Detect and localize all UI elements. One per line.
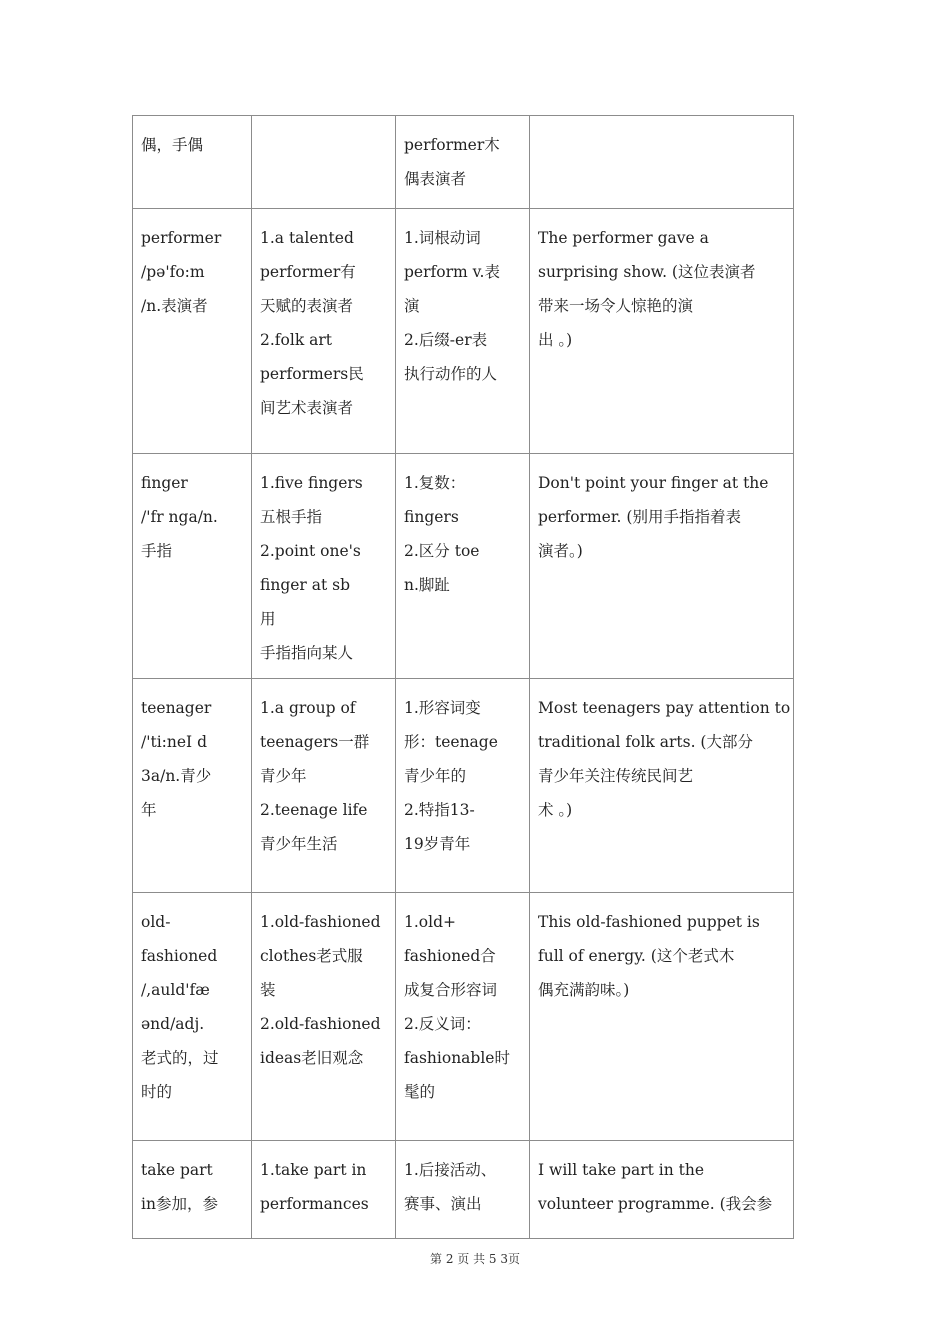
phrases-line: performers民 [260, 365, 364, 383]
phrases-line: ideas老旧观念 [260, 1049, 364, 1067]
notes-cell [396, 454, 530, 679]
phrases-line: 1.old-fashioned [260, 913, 381, 931]
table-row [133, 454, 794, 679]
word-line: ənd/adj. [141, 1015, 205, 1033]
example-line: performer. (别用手指指着表 [538, 508, 741, 526]
example-line: The performer gave a [538, 229, 709, 247]
example-line: Don't point your finger at the [538, 474, 769, 492]
notes-cell [396, 679, 530, 893]
notes-line: performer木 [404, 136, 500, 154]
word-line: performer [141, 229, 222, 247]
example-line: I will take part in the [538, 1161, 705, 1179]
example-cell [530, 116, 794, 209]
notes-line: 赛事、演出 [404, 1195, 482, 1213]
notes-line: 执行动作的人 [404, 365, 498, 383]
phrases-line: 间艺术表演者 [260, 399, 354, 417]
word-line: finger [141, 474, 188, 492]
example-line: 术 。) [538, 801, 573, 819]
vocabulary-table [132, 115, 794, 1239]
phrases-line: 五根手指 [260, 508, 323, 526]
page-footer: 第 2 页 共 5 3页 [430, 1252, 520, 1266]
word-cell [133, 116, 252, 209]
phrases-cell [252, 679, 396, 893]
notes-line: 1.形容词变 [404, 699, 481, 717]
word-line: in参加，参 [141, 1195, 218, 1213]
phrases-line: 青少年生活 [260, 835, 338, 853]
table-row [133, 1141, 794, 1239]
phrases-line: 1.five fingers [260, 474, 363, 492]
notes-line: 2.区分 toe [404, 542, 480, 560]
example-cell [530, 1141, 794, 1239]
phrases-line: 用 [260, 610, 276, 628]
phrases-cell [252, 454, 396, 679]
word-line: /pə'fo:m [141, 263, 205, 281]
phrases-line: 青少年 [260, 767, 307, 785]
phrases-line: 2.folk art [260, 331, 333, 349]
phrases-line: 1.a group of [260, 699, 356, 717]
phrases-line: 2.point one's [260, 542, 361, 560]
word-line: 老式的，过 [141, 1049, 219, 1067]
word-line: 年 [141, 801, 157, 819]
word-cell [133, 209, 252, 454]
notes-cell [396, 116, 530, 209]
table-row [133, 116, 794, 209]
notes-line: n.脚趾 [404, 576, 450, 594]
example-line: 出 。) [538, 331, 573, 349]
notes-line: 髦的 [404, 1083, 436, 1101]
notes-line: perform v.表 [404, 263, 500, 281]
notes-line: 1.old+ [404, 913, 456, 931]
notes-line: 1.词根动词 [404, 229, 481, 247]
word-line: old- [141, 913, 171, 931]
example-line: 青少年关注传统民间艺 [538, 767, 694, 785]
notes-line: 2.后缀-er表 [404, 331, 488, 349]
phrases-line: 1.take part in [260, 1161, 367, 1179]
example-line: surprising show. (这位表演者 [538, 263, 756, 281]
vocabulary-table-body [133, 116, 794, 1239]
notes-line: 成复合形容词 [404, 981, 498, 999]
phrases-line: 装 [260, 981, 276, 999]
phrases-cell [252, 1141, 396, 1239]
table-row [133, 893, 794, 1141]
notes-line: 2.特指13- [404, 801, 475, 819]
example-cell [530, 209, 794, 454]
phrases-line: clothes老式服 [260, 947, 363, 965]
word-line: /'ti:neI d [141, 733, 208, 751]
word-line: fashioned [141, 947, 218, 965]
phrases-line: 手指指向某人 [260, 644, 354, 662]
word-line: teenager [141, 699, 212, 717]
notes-cell [396, 209, 530, 454]
example-line: Most teenagers pay attention to [538, 699, 791, 717]
example-cell [530, 679, 794, 893]
phrases-line: 1.a talented [260, 229, 354, 247]
example-line: 带来一场令人惊艳的演 [538, 297, 694, 315]
notes-line: 19岁青年 [404, 835, 471, 853]
word-cell [133, 893, 252, 1141]
notes-line: 青少年的 [404, 767, 467, 785]
phrases-line: teenagers一群 [260, 733, 370, 751]
notes-line: fingers [404, 508, 459, 526]
table-row [133, 209, 794, 454]
phrases-line: 2.teenage life [260, 801, 368, 819]
word-line: /'fr nga/n. [141, 508, 218, 526]
notes-cell [396, 1141, 530, 1239]
phrases-cell [252, 116, 396, 209]
notes-line: 偶表演者 [404, 170, 467, 188]
example-line: 演者。) [538, 542, 583, 560]
phrases-line: performances [260, 1195, 369, 1213]
example-line: 偶充满韵味。) [538, 981, 630, 999]
word-cell [133, 1141, 252, 1239]
phrases-line: finger at sb [260, 576, 351, 594]
word-line: 手指 [141, 542, 173, 560]
notes-line: 1.后接活动、 [404, 1161, 497, 1179]
phrases-line: performer有 [260, 263, 356, 281]
phrases-cell [252, 209, 396, 454]
word-line: 偶，手偶 [141, 136, 204, 154]
word-line: /n.表演者 [141, 297, 208, 315]
notes-line: 演 [404, 297, 420, 315]
word-line: /,auld'fæ [141, 981, 210, 999]
notes-line: 形：teenage [404, 733, 498, 751]
example-line: traditional folk arts. (大部分 [538, 733, 753, 751]
phrases-line: 天赋的表演者 [260, 297, 354, 315]
example-cell [530, 454, 794, 679]
word-cell [133, 454, 252, 679]
phrases-line: 2.old-fashioned [260, 1015, 381, 1033]
example-line: volunteer programme. (我会参 [538, 1195, 773, 1213]
word-cell [133, 679, 252, 893]
word-line: take part [141, 1161, 213, 1179]
notes-line: 1.复数： [404, 474, 466, 492]
notes-line: fashionable时 [404, 1049, 510, 1067]
table-row [133, 679, 794, 893]
word-line: 时的 [141, 1083, 173, 1101]
notes-line: 2.反义词： [404, 1015, 481, 1033]
example-line: This old-fashioned puppet is [538, 913, 760, 931]
notes-cell [396, 893, 530, 1141]
word-line: 3a/n.青少 [141, 767, 212, 785]
notes-line: fashioned合 [404, 947, 496, 965]
example-cell [530, 893, 794, 1141]
example-line: full of energy. (这个老式木 [538, 947, 735, 965]
phrases-cell [252, 893, 396, 1141]
